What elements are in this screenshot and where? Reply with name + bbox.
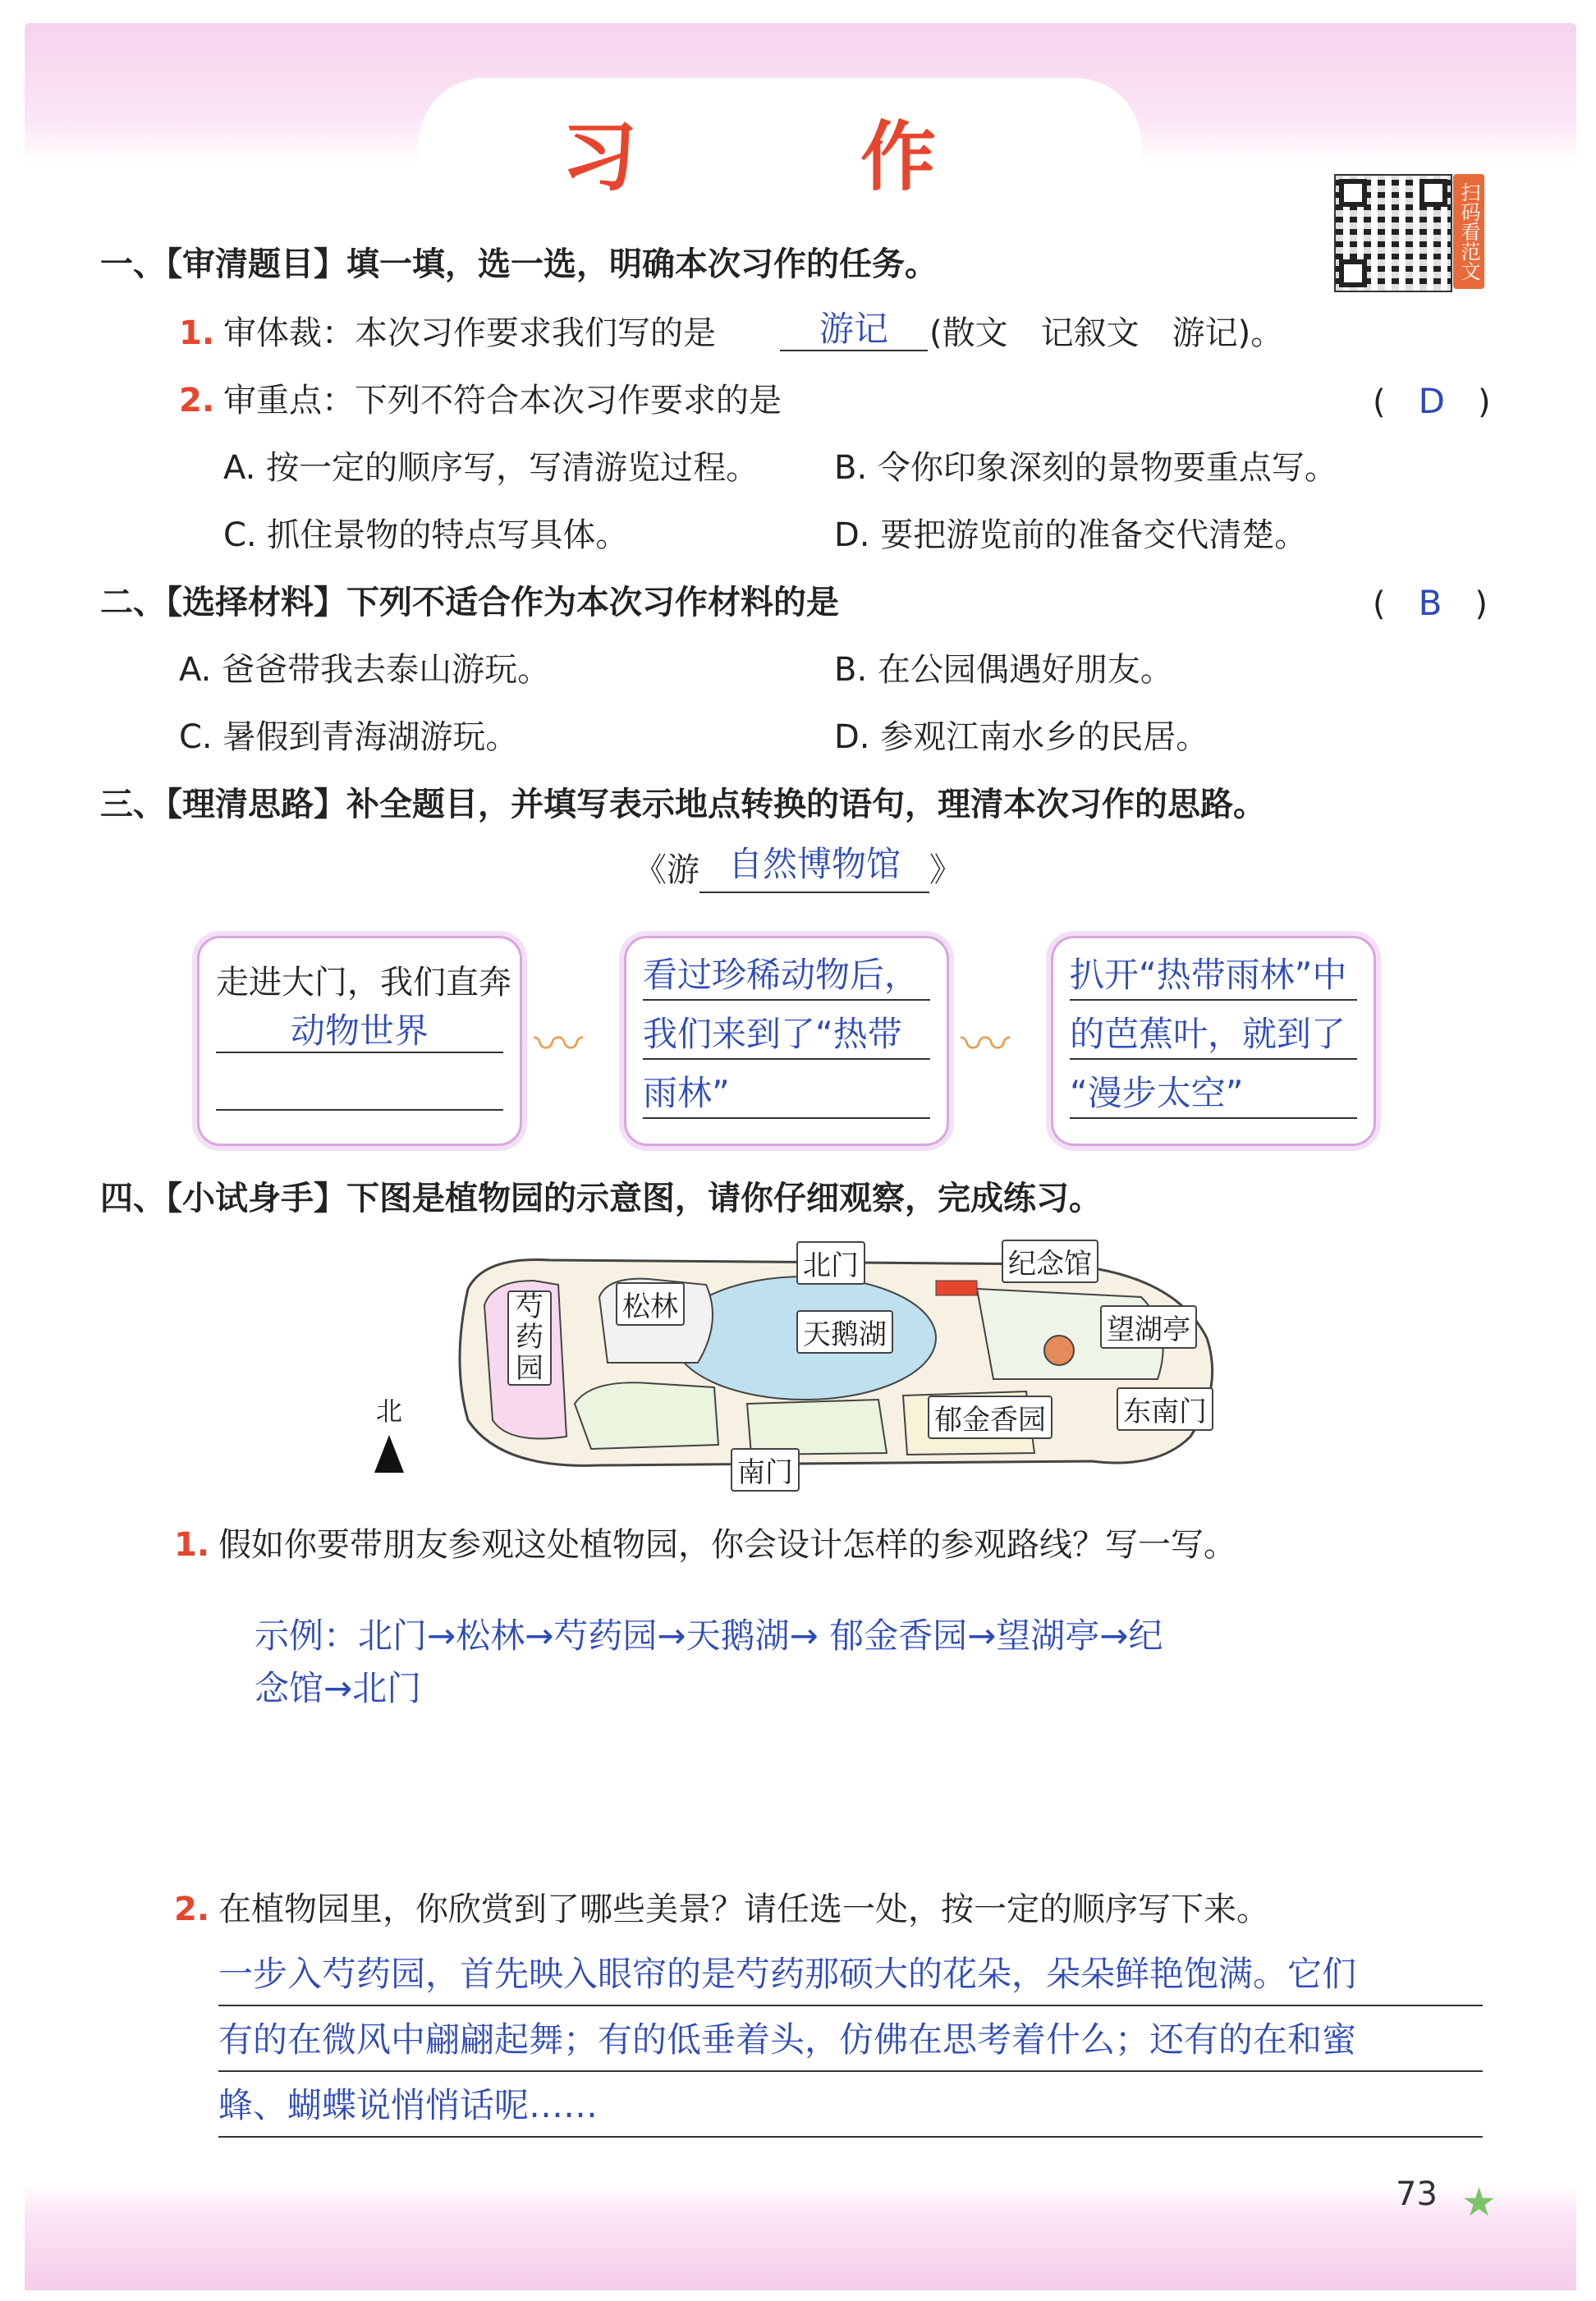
north-arrow-icon bbox=[374, 1435, 404, 1473]
map-label-lake-pavilion: 望湖亭 bbox=[1100, 1305, 1197, 1349]
essay-title-answer: 自然博物馆 bbox=[727, 844, 901, 884]
q2-option-a: A. 按一定的顺序写，写清游览过程。 bbox=[223, 449, 759, 487]
q2-option-b: B. 令你印象深刻的景物要重点写。 bbox=[834, 449, 1337, 487]
s4-q2-answer-2: 有的在微风中翩翩起舞；有的低垂着头，仿佛在思考着什么；还有的在和蜜 bbox=[218, 2019, 1357, 2060]
map-label-swan-lake: 天鹅湖 bbox=[796, 1310, 893, 1354]
flow-box-3 bbox=[1051, 936, 1376, 1146]
flow-box-2-line-3[interactable] bbox=[643, 1066, 930, 1119]
flow-box-3-answer-2: 的芭蕉叶，就到了 bbox=[1070, 1014, 1346, 1054]
essay-title-blank[interactable] bbox=[699, 837, 929, 893]
map-label-pine: 松林 bbox=[616, 1282, 685, 1326]
bottom-banner bbox=[25, 2184, 1576, 2290]
essay-title-suffix: 》 bbox=[929, 851, 962, 889]
flow-box-1-line-2[interactable] bbox=[216, 1061, 503, 1111]
flow-arrow-icon: 〰 bbox=[534, 1016, 583, 1074]
section3-heading: 三、【理清思路】补全题目，并填写表示地点转换的语句，理清本次习作的思路。 bbox=[100, 786, 1266, 823]
s4-q1-answer-2: 念馆→北门 bbox=[255, 1668, 422, 1708]
section1-heading: 一、【审清题目】填一填，选一选，明确本次习作的任务。 bbox=[100, 245, 938, 283]
section2-option-c: C. 暑假到青海湖游玩。 bbox=[179, 718, 519, 756]
map-label-south-gate: 南门 bbox=[731, 1448, 800, 1492]
compass-label: 北 bbox=[376, 1396, 403, 1427]
s4-q1-number: 1. bbox=[174, 1526, 210, 1564]
flow-box-3-answer-3: “漫步太空” bbox=[1070, 1073, 1244, 1113]
q1-answer: 游记 bbox=[819, 309, 888, 349]
flow-box-2-answer-3: 雨林” bbox=[643, 1073, 730, 1113]
q1-number: 1. bbox=[179, 314, 215, 352]
map-label-north-gate: 北门 bbox=[796, 1241, 865, 1285]
map-label-tulip: 郁金香园 bbox=[928, 1396, 1053, 1439]
flow-arrow-icon: 〰 bbox=[961, 1016, 1010, 1074]
s4-q2-line-3[interactable] bbox=[218, 2079, 1483, 2138]
qr-code-icon[interactable] bbox=[1334, 174, 1452, 292]
flow-box-2 bbox=[624, 936, 949, 1146]
s4-q1-text: 假如你要带朋友参观这处植物园，你会设计怎样的参观路线？写一写。 bbox=[218, 1526, 1236, 1564]
section2-answer-bracket[interactable]: ( B ) bbox=[1373, 583, 1488, 623]
s4-q2-text: 在植物园里，你欣赏到了哪些美景？请任选一处，按一定的顺序写下来。 bbox=[218, 1891, 1269, 1928]
page-title: 习 作 bbox=[561, 113, 1035, 201]
q2-answer: D bbox=[1418, 381, 1445, 421]
flow-box-2-answer-2: 我们来到了“热带 bbox=[643, 1014, 902, 1054]
flow-box-3-line-2[interactable] bbox=[1070, 1007, 1357, 1060]
flow-box-1 bbox=[197, 936, 522, 1146]
map-label-southeast-gate: 东南门 bbox=[1117, 1387, 1213, 1431]
s4-q2-line-2[interactable] bbox=[218, 2013, 1483, 2072]
q1-text: 审体裁：本次习作要求我们写的是 bbox=[223, 314, 716, 352]
page-number: 73 bbox=[1396, 2175, 1438, 2213]
s4-q2-answer-3: 蜂、蝴蝶说悄悄话呢…… bbox=[218, 2085, 598, 2125]
section2-option-d: D. 参观江南水乡的民居。 bbox=[834, 718, 1209, 756]
section2-answer: B bbox=[1418, 583, 1442, 623]
section2-heading: 二、【选择材料】下列不适合作为本次习作材料的是 bbox=[100, 584, 839, 621]
s4-q2-number: 2. bbox=[174, 1891, 210, 1928]
flow-box-1-line-1[interactable] bbox=[216, 1004, 503, 1053]
section2-option-a: A. 爸爸带我去泰山游玩。 bbox=[179, 651, 551, 689]
s4-q2-line-1[interactable] bbox=[218, 1947, 1483, 2006]
q2-option-d: D. 要把游览前的准备交代清楚。 bbox=[834, 516, 1308, 554]
q2-option-c: C. 抓住景物的特点写具体。 bbox=[223, 516, 629, 554]
s4-q2-answer-1: 一步入芍药园，首先映入眼帘的是芍药那硕大的花朵，朵朵鲜艳饱满。它们 bbox=[218, 1954, 1357, 1994]
q1-answer-blank[interactable] bbox=[780, 302, 928, 351]
s4-q1-answer-1: 示例：北门→松林→芍药园→天鹅湖→ 郁金香园→望湖亭→纪 bbox=[255, 1616, 1163, 1656]
star-icon: ★ bbox=[1461, 2180, 1497, 2225]
flow-box-3-answer-1: 扒开“热带雨林”中 bbox=[1070, 955, 1347, 995]
section2-option-b: B. 在公园偶遇好朋友。 bbox=[834, 651, 1173, 689]
garden-map bbox=[435, 1240, 1231, 1489]
flow-box-1-answer: 动物世界 bbox=[290, 1011, 429, 1051]
flow-box-1-text: 走进大门，我们直奔 bbox=[216, 964, 511, 1002]
flow-box-2-answer-1: 看过珍稀动物后， bbox=[643, 955, 920, 995]
flow-box-2-line-2[interactable] bbox=[643, 1007, 930, 1060]
qr-tag: 扫码看范文 bbox=[1453, 174, 1484, 289]
flow-box-3-line-3[interactable] bbox=[1070, 1066, 1357, 1119]
q2-number: 2. bbox=[179, 382, 215, 419]
q1-options: (散文 记叙文 游记)。 bbox=[929, 314, 1284, 352]
flow-box-3-line-1[interactable] bbox=[1070, 948, 1357, 1001]
flow-box-2-line-1[interactable] bbox=[643, 948, 930, 1001]
q2-text: 审重点：下列不符合本次习作要求的是 bbox=[223, 382, 782, 419]
q2-answer-bracket[interactable]: ( D ) bbox=[1373, 381, 1491, 421]
map-label-memorial: 纪念馆 bbox=[1002, 1240, 1098, 1283]
section4-heading: 四、【小试身手】下图是植物园的示意图，请你仔细观察，完成练习。 bbox=[100, 1180, 1102, 1217]
map-label-peony: 芍药园 bbox=[507, 1290, 552, 1386]
essay-title-prefix: 《游 bbox=[634, 851, 699, 889]
